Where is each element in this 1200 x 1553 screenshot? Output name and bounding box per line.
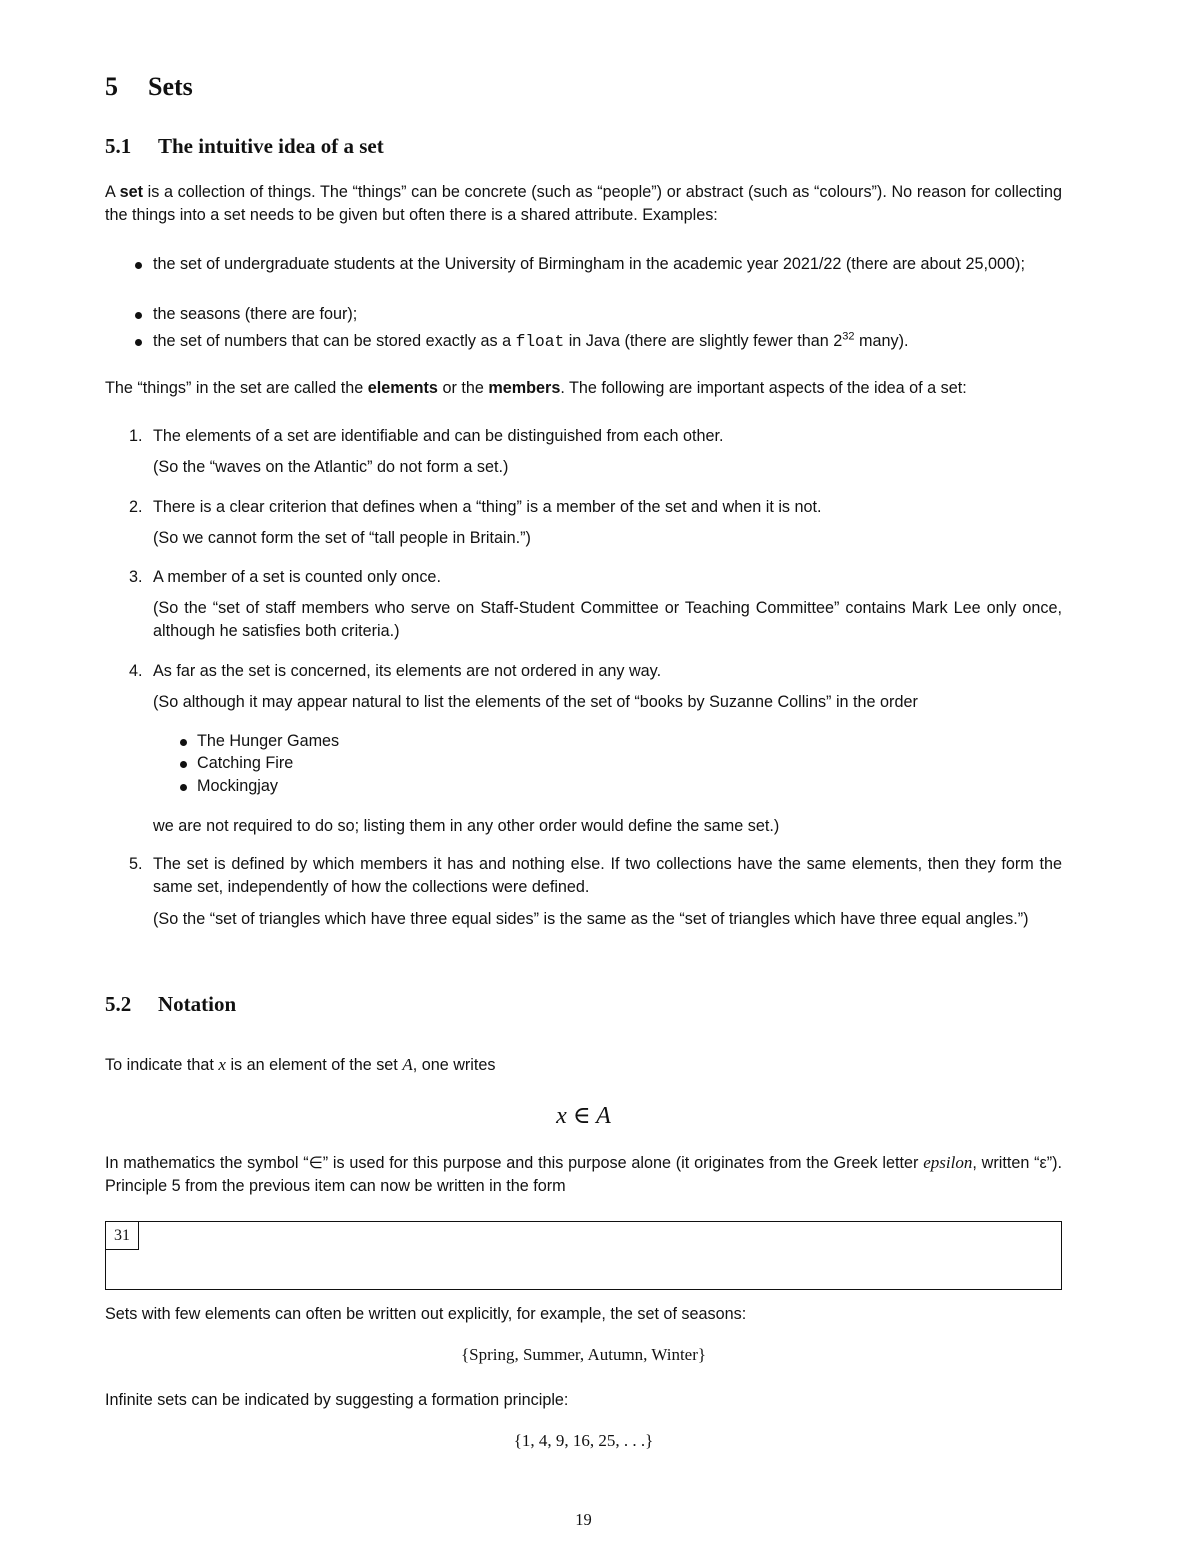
book-item: The Hunger Games bbox=[153, 730, 339, 753]
book-item: Catching Fire bbox=[153, 752, 293, 775]
list-item: the set of numbers that can be stored exactly as a float in Java (there are slightly fewer than $2^{32}$ many). bbox=[105, 330, 1062, 354]
list-item: the seasons (there are four); bbox=[105, 303, 1062, 326]
aspect-item-4: 4. As far as the set is concerned, its elements are not ordered in any way. bbox=[105, 660, 1062, 683]
bullet-icon bbox=[135, 339, 142, 346]
aspect-item-2: 2. There is a clear criterion that defines when a “thing” is a member of the set and when it is not. bbox=[105, 496, 1062, 519]
aspect-item-3: 3. A member of a set is counted only once. bbox=[105, 566, 1062, 589]
membership-formula: x ∈ A bbox=[556, 1103, 611, 1129]
aspect-note-3: (So the “set of staff members who serve on Staff-Student Committee or Teaching Committee” contains Mark Lee only once, although he satisfies both criteria.) bbox=[153, 599, 1062, 640]
section-title: The intuitive idea of a set bbox=[158, 134, 384, 158]
aspect-item-5: 5. The set is defined by which members it has and nothing else. If two collections have the same elements, then they form the same set, independently of how the collections were defined. bbox=[129, 855, 1062, 896]
item-number: 5. bbox=[129, 855, 143, 873]
aspect-note-5: (So the “set of triangles which have three equal sides” is the same as the “set of triangles which have three equal angles.”) bbox=[153, 910, 1029, 928]
chapter-heading bbox=[105, 72, 193, 102]
keyword-elements: elements bbox=[367, 379, 438, 397]
aspect-note-1: (So the “waves on the Atlantic” do not form a set.) bbox=[153, 458, 509, 476]
aspect-note-4-end: we are not required to do so; listing them in any other order would define the same set.) bbox=[153, 817, 780, 835]
page-number: 19 bbox=[575, 1510, 592, 1529]
variable-A: A bbox=[402, 1055, 413, 1074]
chapter-number: 5 bbox=[105, 72, 118, 101]
book-item: Mockingjay bbox=[153, 775, 278, 798]
bullet-icon bbox=[180, 761, 187, 768]
item-number: 1. bbox=[129, 427, 143, 445]
intro-paragraph: A set is a collection of things. The “things” can be concrete (such as “people”) or abstract (such as “colours”). No reason for collecting the things into a set needs to be given but often there is a shared attribute. Examples: bbox=[105, 183, 1062, 224]
infinite-set: {1, 4, 9, 16, 25, . . .} bbox=[513, 1431, 654, 1450]
aspect-item-1: 1. The elements of a set are identifiable and can be distinguished from each other. bbox=[105, 425, 1062, 448]
item-number: 3. bbox=[129, 568, 143, 586]
bullet-icon bbox=[180, 784, 187, 791]
list-item: the set of undergraduate students at the University of Birmingham in the academic year 2021/22 (there are about 25,000); bbox=[105, 253, 1062, 276]
aspect-note-4: (So although it may appear natural to list the elements of the set of “books by Suzanne Collins” in the order bbox=[153, 693, 918, 711]
aspect-note-2: (So we cannot form the set of “tall people in Britain.”) bbox=[153, 529, 531, 547]
bullet-icon bbox=[180, 739, 187, 746]
chapter-title: Sets bbox=[148, 72, 193, 101]
keyword-set: set bbox=[119, 183, 143, 201]
seasons-set: {Spring, Summer, Autumn, Winter} bbox=[460, 1345, 707, 1364]
item-number: 2. bbox=[129, 498, 143, 516]
section-heading-5-1 bbox=[105, 134, 384, 159]
keyword-members: members bbox=[488, 379, 561, 397]
bullet-icon bbox=[135, 312, 142, 319]
word-epsilon: epsilon bbox=[923, 1153, 973, 1172]
bullet-icon bbox=[135, 262, 142, 269]
section-number: 5.2 bbox=[105, 992, 132, 1016]
aspects-intro: The “things” in the set are called the elements or the members. The following are important aspects of the idea of a set: bbox=[105, 379, 967, 397]
notation-intro: To indicate that x is an element of the set A, one writes bbox=[105, 1055, 496, 1074]
answer-box[interactable] bbox=[105, 1221, 1062, 1290]
infinite-intro: Infinite sets can be indicated by suggesting a formation principle: bbox=[105, 1391, 569, 1409]
box-number-tag: 31 bbox=[106, 1222, 139, 1250]
section-title: Notation bbox=[158, 992, 237, 1016]
code-float: float bbox=[515, 333, 565, 351]
variable-x: x bbox=[218, 1055, 226, 1074]
item-number: 4. bbox=[129, 662, 143, 680]
seasons-intro: Sets with few elements can often be written out explicitly, for example, the set of seasons: bbox=[105, 1305, 747, 1323]
symbol-paragraph: In mathematics the symbol “∈” is used for this purpose and this purpose alone (it originates from the Greek letter epsilon, written “ε”). Principle 5 from the previous item can now be written in the form bbox=[105, 1153, 1063, 1195]
section-heading-5-2 bbox=[105, 992, 236, 1017]
section-number: 5.1 bbox=[105, 134, 132, 158]
